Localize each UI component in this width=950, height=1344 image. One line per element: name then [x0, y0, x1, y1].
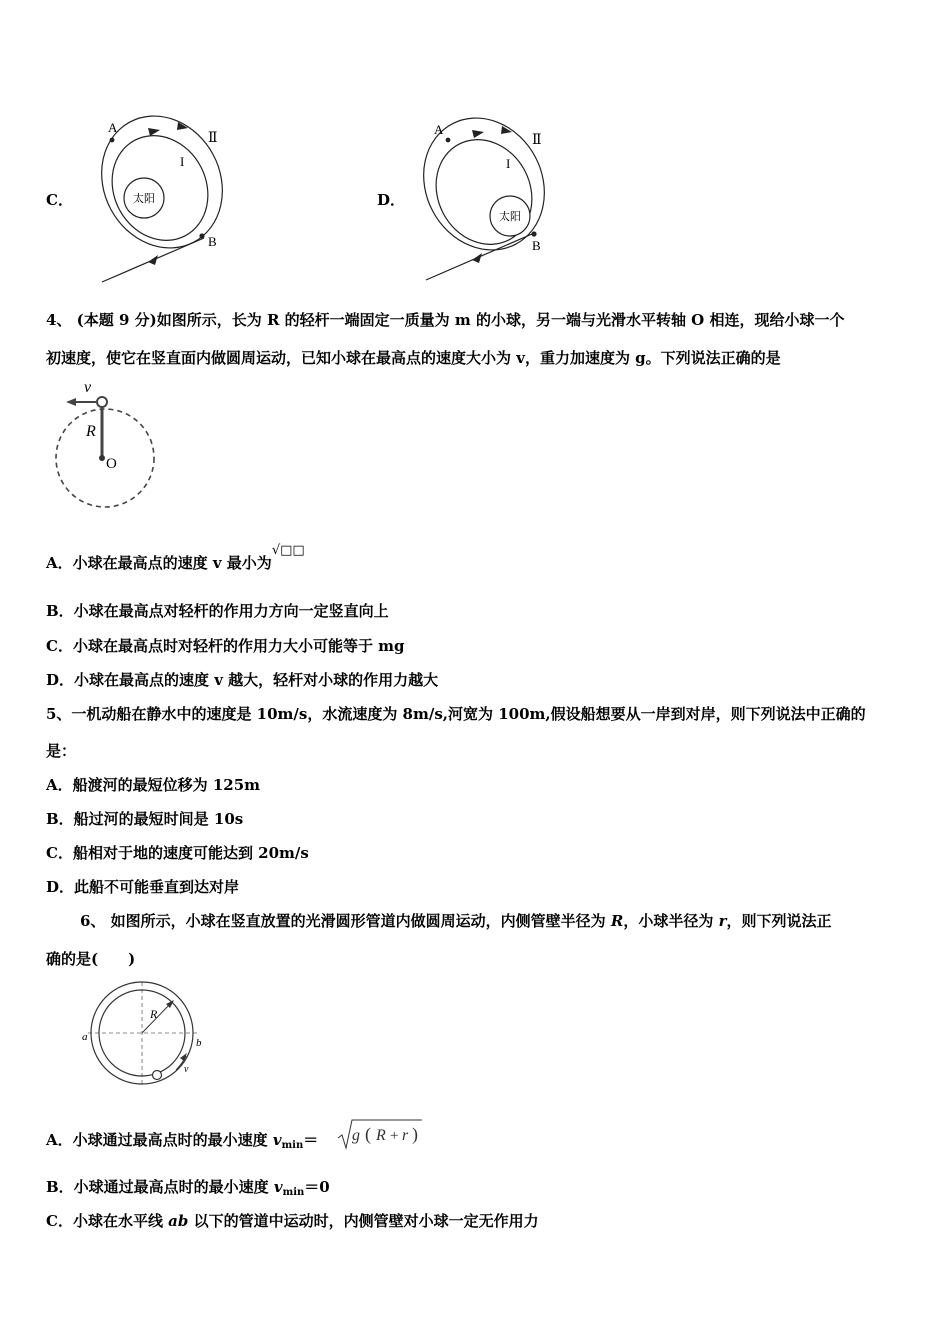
label-v: v [184, 1064, 189, 1075]
q4-stem-line1: 4、 (本题 9 分)如图所示，长为 R 的轻杆一端固定一质量为 m 的小球，另一端与光滑水平转轴 O 相连，现给小球一个 [46, 311, 845, 329]
q6-option-a-sub: min [281, 1140, 304, 1151]
label-r: R [150, 1007, 158, 1021]
q6-option-c-pre: C．小球在水平线 [46, 1212, 169, 1230]
formula-plus: + [390, 1128, 399, 1144]
q6-option-b-text: B．小球通过最高点时的最小速度 [46, 1178, 274, 1196]
point-b [199, 233, 204, 238]
orbit-i [418, 123, 550, 262]
label-i: I [180, 154, 185, 169]
sun-label: 太阳 [133, 193, 155, 205]
label-b: B [532, 238, 541, 253]
q6-option-a-text: A．小球通过最高点时的最小速度 [46, 1131, 273, 1149]
label-a: A [108, 120, 118, 135]
q5-stem-line2: 是： [46, 742, 77, 760]
trajectory-arrow [148, 255, 158, 265]
label-b: b [196, 1037, 202, 1049]
q6-option-a [46, 1130, 318, 1156]
q6-stem-line1 [80, 911, 832, 931]
label-r: R [86, 423, 96, 440]
q6-option-b-v: v [273, 1178, 283, 1196]
small-ball [153, 1071, 162, 1080]
label-ii: Ⅱ [208, 131, 218, 146]
option-c-label: C． [46, 191, 73, 209]
q6-option-c [46, 1211, 539, 1231]
point-a [446, 138, 451, 143]
orbit-arrow [501, 126, 512, 134]
orbit-figure-d [414, 112, 564, 286]
pivot-o [99, 455, 105, 461]
sqrt-formula: √□□ [271, 543, 305, 558]
q4-stem-line2: 初速度，使它在竖直面内做圆周运动，已知小球在最高点的速度大小为 v，重力加速度为 g。下列说法正确的是 [46, 349, 781, 367]
formula-paren-close: ) [412, 1124, 418, 1144]
q6-option-b [46, 1177, 330, 1203]
sqrt-g-r-formula [336, 1116, 426, 1152]
label-o: O [106, 456, 117, 472]
q4-option-b: B．小球在最高点对轻杆的作用力方向一定竖直向上 [46, 602, 389, 620]
sun-label: 太阳 [499, 211, 521, 223]
q5-option-c: C．船相对于地的速度可能达到 20m/s [46, 844, 309, 862]
q6-stem-line2: 确的是( ) [46, 950, 136, 968]
q6-stem-pre: 6、 如图所示，小球在竖直放置的光滑圆形管道内做圆周运动，内侧管壁半径为 [80, 912, 611, 930]
q4-option-a-text: A．小球在最高点的速度 v 最小为 [46, 554, 272, 572]
option-d-label: D． [377, 191, 406, 209]
q6-stem-mid: ，小球半径为 [623, 912, 719, 930]
pipe-figure [80, 980, 210, 1090]
point-b [531, 231, 536, 236]
q5-option-b: B．船过河的最短时间是 10s [46, 810, 244, 828]
formula-r-small: r [402, 1127, 409, 1144]
label-a: a [82, 1031, 88, 1043]
rod-figure [50, 372, 160, 514]
q6-option-a-v: v [272, 1131, 282, 1149]
q6-option-a-eq: ＝ [303, 1131, 319, 1149]
q6-option-b-post: ＝0 [304, 1178, 330, 1196]
label-b: B [208, 234, 217, 249]
orbit-arrow [472, 130, 484, 138]
q4-option-c: C．小球在最高点时对轻杆的作用力大小可能等于 mg [46, 637, 405, 655]
q6-stem-r-big: R [610, 912, 624, 930]
q4-option-d: D．小球在最高点的速度 v 越大，轻杆对小球的作用力越大 [46, 671, 439, 689]
label-ii: Ⅱ [532, 133, 542, 148]
ball [97, 397, 107, 407]
q5-stem-line1: 5、一机动船在静水中的速度是 10m/s，水流速度为 8m/s,河宽为 100m,假设船想要从一岸到对岸，则下列说法中正确的 [46, 705, 866, 723]
trajectory-arrow [472, 253, 482, 263]
label-a: A [434, 122, 444, 137]
label-v: v [84, 379, 92, 396]
q4-option-a [46, 543, 305, 575]
q6-option-b-sub: min [282, 1187, 305, 1198]
orbit-figure-c [92, 108, 242, 286]
q5-option-d: D．此船不可能垂直到达对岸 [46, 878, 240, 896]
formula-r-big: R [376, 1127, 386, 1144]
q6-option-c-post: 以下的管道中运动时，内侧管壁对小球一定无作用力 [188, 1212, 539, 1230]
velocity-arrowhead [66, 398, 76, 406]
q6-stem-r-small: r [718, 912, 727, 930]
point-a [110, 138, 115, 143]
label-i: I [506, 156, 511, 171]
q6-stem-post: ，则下列说法正 [726, 912, 832, 930]
formula-g: g [352, 1127, 360, 1144]
formula-paren-open: ( [365, 1124, 371, 1144]
q6-option-c-ab: ab [168, 1212, 189, 1230]
orbit-arrow [148, 128, 160, 136]
q5-option-a: A．船渡河的最短位移为 125m [46, 776, 261, 794]
